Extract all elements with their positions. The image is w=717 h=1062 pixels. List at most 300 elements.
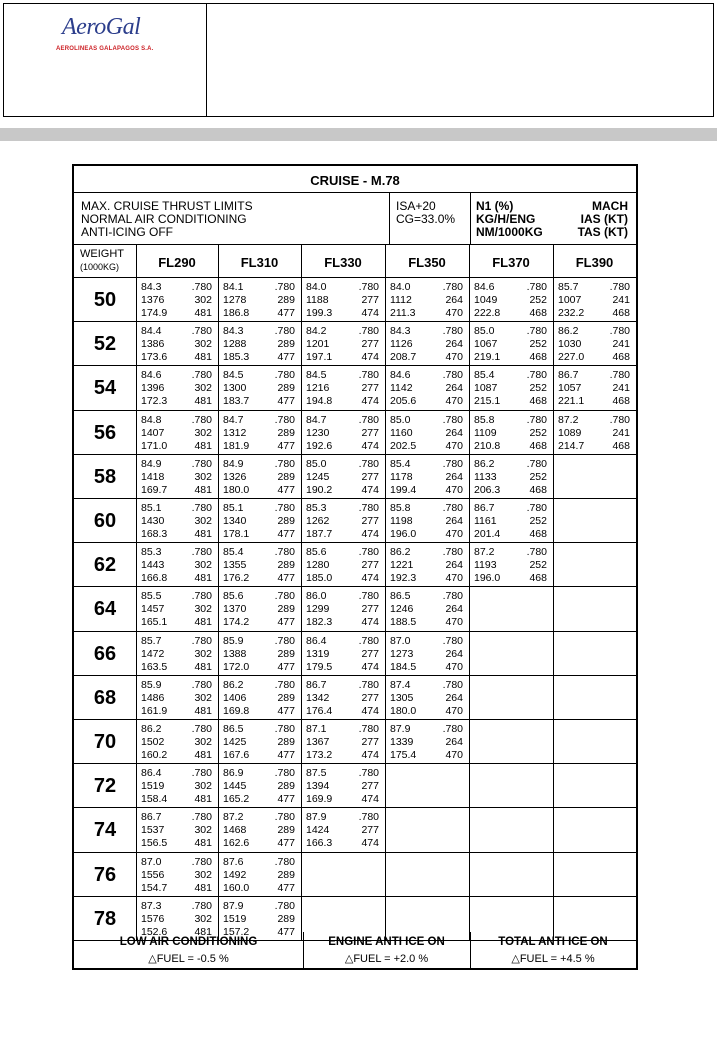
performance-cell: [136, 764, 218, 808]
performance-cell: [136, 455, 218, 499]
column-divider: [301, 322, 302, 366]
mach-value: .780: [274, 634, 295, 647]
weight-value: 50: [93, 289, 117, 311]
mach-value: .780: [274, 899, 295, 912]
column-divider: [136, 322, 137, 366]
performance-cell: [136, 322, 218, 366]
mach-value: .780: [526, 413, 547, 426]
tas-value: 474: [361, 793, 379, 806]
column-divider: [136, 764, 137, 808]
mach-value: .780: [274, 369, 295, 382]
mach-value: .780: [274, 325, 295, 338]
ias-value: 289: [277, 294, 295, 306]
column-divider: [301, 499, 302, 543]
weight-value: 54: [93, 377, 117, 400]
mach-value: .780: [191, 413, 212, 426]
specific-range-value: 210.8: [474, 439, 501, 452]
tas-value: 470: [445, 616, 463, 629]
ias-value: 264: [445, 736, 463, 748]
fuel-flow-value: 1288: [223, 338, 247, 351]
fuel-flow-value: 1370: [223, 603, 247, 616]
specific-range-value: 194.8: [306, 395, 333, 408]
performance-cell: [553, 366, 636, 410]
n1-value: 84.9: [223, 457, 244, 470]
ias-value: 289: [277, 824, 295, 837]
ias-value: 277: [361, 382, 379, 395]
flight-level-header: FL350: [408, 255, 446, 270]
performance-cell: [469, 543, 553, 587]
n1-value: 86.5: [223, 723, 244, 735]
performance-cell: [469, 322, 553, 366]
n1-value: 87.2: [558, 413, 579, 426]
performance-cell: [469, 278, 553, 322]
ias-value: 264: [445, 603, 463, 616]
ias-value: 277: [361, 294, 379, 306]
legend-n1: N1 (%): [476, 199, 514, 213]
n1-value: 85.0: [390, 413, 411, 426]
specific-range-value: 202.5: [390, 439, 417, 452]
tas-value: 481: [194, 351, 212, 364]
tas-value: 481: [194, 439, 212, 452]
fuel-flow-value: 1407: [141, 426, 165, 439]
column-divider: [469, 543, 470, 587]
column-divider: [218, 366, 219, 410]
ias-value: 289: [277, 470, 295, 483]
column-divider: [385, 676, 386, 720]
weight-value: 78: [93, 907, 117, 930]
n1-value: 84.2: [306, 325, 327, 338]
specific-range-value: 196.0: [474, 572, 501, 585]
n1-value: 85.4: [390, 457, 411, 470]
column-divider: [553, 587, 554, 631]
tas-value: 481: [194, 307, 212, 319]
tas-value: 477: [277, 704, 295, 717]
performance-cell: [469, 411, 553, 455]
n1-value: 86.2: [474, 457, 495, 470]
tas-value: 477: [277, 660, 295, 673]
ias-value: 302: [194, 736, 212, 748]
performance-cell: [218, 587, 301, 631]
flight-level-header: FL370: [492, 255, 530, 270]
tas-value: 477: [277, 749, 295, 761]
n1-value: 85.7: [141, 634, 162, 647]
tas-value: 481: [194, 395, 212, 408]
mach-value: .780: [191, 502, 212, 514]
column-divider: [469, 808, 470, 852]
ias-value: 252: [529, 559, 547, 572]
column-divider: [218, 278, 219, 322]
fuel-correction-title: ENGINE ANTI ICE ON: [328, 936, 445, 948]
n1-value: 86.4: [141, 767, 162, 780]
column-divider: [218, 411, 219, 455]
fuel-flow-value: 1262: [306, 515, 330, 527]
column-divider: [385, 720, 386, 764]
tas-value: 474: [361, 351, 379, 364]
table-row: [74, 587, 636, 631]
tas-value: 470: [445, 483, 463, 496]
weight-value: 74: [93, 819, 117, 842]
tas-value: 474: [361, 307, 379, 319]
n1-value: 86.7: [306, 678, 327, 691]
fuel-flow-value: 1537: [141, 824, 165, 837]
fuel-flow-value: 1424: [306, 824, 330, 837]
table-row: [74, 853, 636, 897]
n1-value: 84.3: [390, 325, 411, 338]
specific-range-value: 176.4: [306, 704, 333, 717]
fuel-flow-value: 1246: [390, 603, 414, 616]
n1-value: 87.0: [390, 634, 411, 647]
performance-cell: [301, 411, 385, 455]
specific-range-value: 221.1: [558, 395, 585, 408]
column-divider: [553, 278, 554, 322]
n1-value: 84.9: [141, 457, 162, 470]
tas-value: 477: [277, 483, 295, 496]
n1-value: 87.9: [223, 899, 244, 912]
column-divider: [553, 455, 554, 499]
ias-value: 264: [445, 647, 463, 660]
performance-cell: [469, 676, 553, 720]
n1-value: 85.8: [390, 502, 411, 514]
performance-cell: [385, 632, 469, 676]
cond-divider-1: [389, 193, 390, 244]
column-divider: [218, 455, 219, 499]
table-row: [74, 676, 636, 720]
column-divider: [218, 853, 219, 897]
legend-nm: NM/1000KG: [476, 225, 543, 239]
mach-value: .780: [609, 369, 630, 382]
n1-value: 87.1: [306, 723, 327, 735]
performance-cell: [218, 720, 301, 764]
column-divider: [469, 764, 470, 808]
tas-value: 474: [361, 616, 379, 629]
n1-value: 85.5: [141, 590, 162, 603]
ias-value: 277: [361, 824, 379, 837]
n1-value: 84.0: [306, 281, 327, 293]
weight-value: 64: [93, 598, 117, 621]
column-divider: [385, 366, 386, 410]
fuel-flow-value: 1576: [141, 912, 165, 925]
n1-value: 86.7: [141, 811, 162, 824]
column-divider: [301, 853, 302, 897]
flight-level-header: FL290: [158, 255, 196, 270]
mach-value: .780: [274, 590, 295, 603]
tas-value: 477: [277, 528, 295, 540]
performance-cell: [553, 322, 636, 366]
specific-range-value: 187.7: [306, 528, 333, 540]
fuel-flow-value: 1519: [141, 780, 165, 793]
performance-cell: [553, 853, 636, 897]
column-divider: [469, 632, 470, 676]
table-row: [74, 366, 636, 410]
n1-value: 86.2: [558, 325, 579, 338]
performance-cell: [301, 587, 385, 631]
tas-value: 468: [612, 307, 630, 319]
n1-value: 84.4: [141, 325, 162, 338]
header-divider: [206, 4, 207, 116]
legend-ias: IAS (KT): [580, 212, 628, 226]
ias-value: 302: [194, 559, 212, 572]
fuel-flow-value: 1430: [141, 515, 165, 527]
column-divider: [301, 676, 302, 720]
column-divider: [385, 764, 386, 808]
ias-value: 277: [361, 515, 379, 527]
ias-value: 241: [612, 426, 630, 439]
mach-value: .780: [358, 723, 379, 735]
performance-cell: [301, 632, 385, 676]
column-divider: [218, 808, 219, 852]
tas-value: 477: [277, 307, 295, 319]
fuel-flow-value: 1161: [474, 515, 497, 527]
mach-value: .780: [526, 546, 547, 559]
document-header: [3, 3, 714, 117]
performance-cell: [136, 676, 218, 720]
specific-range-value: 163.5: [141, 660, 168, 673]
performance-cell: [136, 411, 218, 455]
fuel-flow-value: 1376: [141, 294, 165, 306]
column-divider: [301, 720, 302, 764]
specific-range-value: 178.1: [223, 528, 250, 540]
flight-level-header: FL390: [575, 255, 614, 270]
performance-cell: [218, 322, 301, 366]
mach-value: .780: [191, 723, 212, 735]
n1-value: 87.0: [141, 855, 162, 868]
column-divider: [385, 455, 386, 499]
fuel-correction-title: LOW AIR CONDITIONING: [119, 936, 258, 948]
tas-value: 468: [612, 439, 630, 452]
fuel-flow-value: 1445: [223, 780, 247, 793]
ias-value: 277: [361, 470, 379, 483]
fuel-flow-value: 1198: [390, 515, 413, 527]
fuel-flow-value: 1472: [141, 647, 165, 660]
performance-cell: [136, 366, 218, 410]
column-divider: [136, 587, 137, 631]
flight-level-header: FL330: [324, 255, 362, 270]
table-row: [74, 322, 636, 366]
column-divider: [553, 764, 554, 808]
fuel-flow-value: 1109: [474, 426, 497, 439]
mach-value: .780: [526, 369, 547, 382]
performance-cell: [385, 764, 469, 808]
tas-value: 468: [529, 572, 547, 585]
specific-range-value: 219.1: [474, 351, 501, 364]
ias-value: 302: [194, 780, 212, 793]
performance-cell: [218, 808, 301, 852]
column-divider: [136, 455, 137, 499]
mach-value: .780: [358, 369, 379, 382]
performance-cell: [553, 720, 636, 764]
column-divider: [553, 676, 554, 720]
n1-value: 86.7: [558, 369, 579, 382]
specific-range-value: 208.7: [390, 351, 417, 364]
mach-value: .780: [191, 678, 212, 691]
mach-value: .780: [442, 634, 463, 647]
weight-value: 56: [93, 421, 117, 444]
weight-value: 58: [93, 465, 117, 488]
performance-cell: [385, 278, 469, 322]
table-row: [74, 455, 636, 499]
tas-value: 468: [612, 395, 630, 408]
n1-value: 87.5: [306, 767, 327, 780]
performance-cell: [469, 764, 553, 808]
column-divider: [553, 366, 554, 410]
tas-value: 474: [361, 395, 379, 408]
tas-value: 481: [194, 660, 212, 673]
fuel-flow-value: 1178: [390, 470, 413, 483]
column-divider: [301, 587, 302, 631]
table-row: [74, 543, 636, 587]
column-divider: [218, 676, 219, 720]
n1-value: 84.7: [306, 413, 327, 426]
column-divider: [301, 366, 302, 410]
column-divider: [301, 764, 302, 808]
performance-cell: [136, 720, 218, 764]
tas-value: 474: [361, 483, 379, 496]
specific-range-value: 183.7: [223, 395, 250, 408]
fuel-flow-value: 1273: [390, 647, 414, 660]
mach-value: .780: [442, 325, 463, 338]
mach-value: .780: [442, 281, 463, 293]
specific-range-value: 205.6: [390, 395, 417, 408]
performance-cell: [136, 853, 218, 897]
ias-value: 289: [277, 603, 295, 616]
n1-value: 85.3: [306, 502, 327, 514]
mach-value: .780: [274, 767, 295, 780]
fuel-flow-value: 1312: [223, 426, 247, 439]
tas-value: 477: [277, 616, 295, 629]
mach-value: .780: [358, 325, 379, 338]
performance-cell: [136, 543, 218, 587]
ias-value: 302: [194, 515, 212, 527]
fuel-flow-value: 1245: [306, 470, 330, 483]
mach-value: .780: [609, 281, 630, 293]
performance-cell: [385, 808, 469, 852]
mach-value: .780: [274, 546, 295, 559]
column-divider: [469, 411, 470, 455]
tas-value: 481: [194, 925, 212, 938]
ias-value: 277: [361, 426, 379, 439]
column-divider: [469, 455, 470, 499]
legend-tas: TAS (KT): [577, 225, 628, 239]
fuel-flow-value: 1342: [306, 691, 330, 704]
specific-range-value: 166.8: [141, 572, 168, 585]
mach-value: .780: [358, 457, 379, 470]
ias-value: 289: [277, 382, 295, 395]
n1-value: 87.9: [390, 723, 411, 735]
ias-value: 277: [361, 691, 379, 704]
mach-value: .780: [358, 634, 379, 647]
ias-value: 302: [194, 382, 212, 395]
ias-value: 264: [445, 515, 463, 527]
fuel-correction-cell: [470, 932, 636, 970]
specific-range-value: 168.3: [141, 528, 168, 540]
n1-value: 85.4: [474, 369, 495, 382]
specific-range-value: 215.1: [474, 395, 501, 408]
fuel-flow-value: 1221: [390, 559, 414, 572]
ias-value: 264: [445, 470, 463, 483]
ias-value: 289: [277, 559, 295, 572]
mach-value: .780: [442, 546, 463, 559]
ias-value: 277: [361, 559, 379, 572]
condition-thrust: MAX. CRUISE THRUST LIMITS: [81, 199, 253, 213]
tas-value: 474: [361, 439, 379, 452]
cg-label: CG=33.0%: [396, 212, 456, 226]
cond-divider-2: [470, 193, 471, 244]
tas-value: 468: [529, 439, 547, 452]
mach-value: .780: [358, 502, 379, 514]
tas-value: 477: [277, 881, 295, 894]
ias-value: 264: [445, 691, 463, 704]
fuel-flow-value: 1133: [474, 470, 497, 483]
tas-value: 470: [445, 749, 463, 761]
weight-label: WEIGHT: [80, 248, 124, 260]
performance-cell: [301, 543, 385, 587]
mach-value: .780: [526, 457, 547, 470]
n1-value: 85.9: [223, 634, 244, 647]
column-divider: [218, 322, 219, 366]
performance-cell: [385, 411, 469, 455]
performance-cell: [136, 632, 218, 676]
performance-cell: [136, 499, 218, 543]
logo-wordmark: AeroGal: [62, 14, 141, 40]
ias-value: 289: [277, 338, 295, 351]
n1-value: 85.8: [474, 413, 495, 426]
fuel-correction-value: △FUEL = +2.0 %: [344, 953, 429, 965]
performance-cell: [136, 587, 218, 631]
condition-anti-icing: ANTI-ICING OFF: [81, 225, 173, 239]
mach-value: .780: [358, 413, 379, 426]
specific-range-value: 188.5: [390, 616, 417, 629]
column-divider: [553, 322, 554, 366]
column-divider: [218, 543, 219, 587]
performance-cell: [469, 366, 553, 410]
flight-levels-row: [74, 245, 636, 278]
column-divider: [385, 853, 386, 897]
ias-value: 277: [361, 647, 379, 660]
n1-value: 84.1: [223, 281, 244, 293]
ias-value: 264: [445, 338, 463, 351]
column-divider: [553, 411, 554, 455]
column-divider: [385, 808, 386, 852]
fuel-corrections-row: [74, 932, 636, 970]
specific-range-value: 196.0: [390, 528, 417, 540]
fuel-flow-value: 1280: [306, 559, 330, 572]
n1-value: 84.0: [390, 281, 411, 293]
n1-value: 85.7: [558, 281, 579, 293]
performance-cell: [301, 455, 385, 499]
mach-value: .780: [358, 281, 379, 293]
tas-value: 474: [361, 837, 379, 850]
n1-value: 85.6: [223, 590, 244, 603]
tas-value: 470: [445, 572, 463, 585]
specific-range-value: 172.3: [141, 395, 168, 408]
tas-value: 470: [445, 307, 463, 319]
performance-cell: [385, 366, 469, 410]
ias-value: 252: [529, 338, 547, 351]
column-divider: [136, 278, 137, 322]
ias-value: 277: [361, 603, 379, 616]
column-divider: [553, 543, 554, 587]
column-divider: [136, 676, 137, 720]
column-divider: [301, 411, 302, 455]
fuel-correction-cell: [303, 932, 470, 970]
specific-range-value: 211.3: [390, 307, 416, 319]
performance-cell: [553, 808, 636, 852]
fuel-flow-value: 1089: [558, 426, 582, 439]
tas-value: 470: [445, 439, 463, 452]
mach-value: .780: [274, 413, 295, 426]
column-divider: [136, 366, 137, 410]
tas-value: 470: [445, 660, 463, 673]
